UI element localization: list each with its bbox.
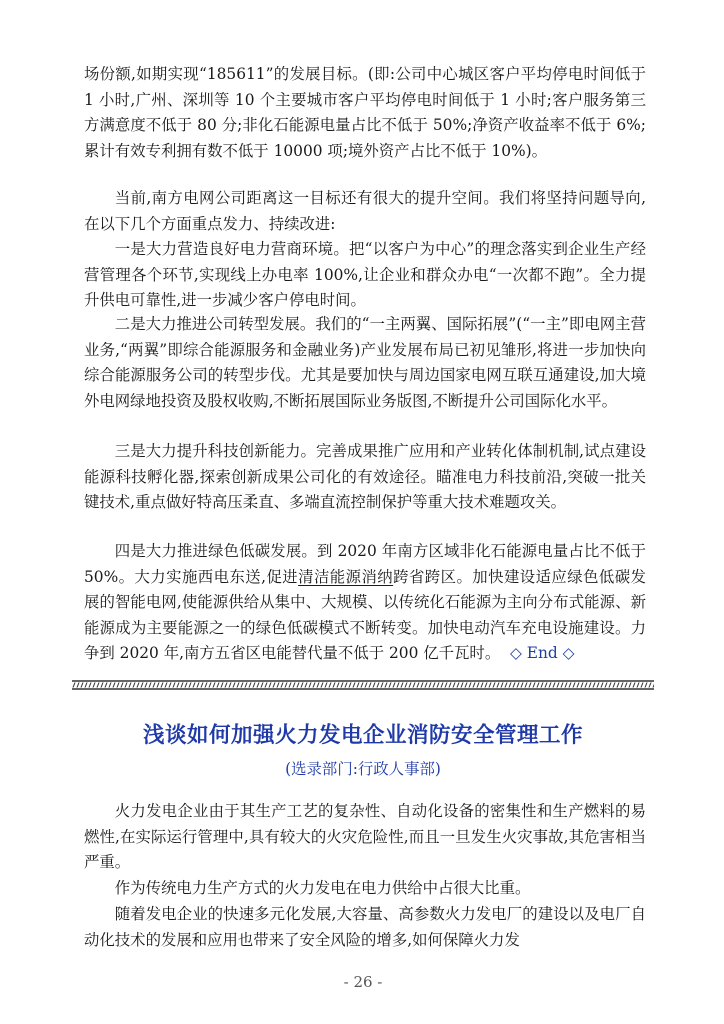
- paragraph-point-four: [84, 539, 646, 667]
- paragraph-thermal-share: 作为传统电力生产方式的火力发电在电力供给中占很大比重。: [114, 879, 531, 897]
- underlined-phrase: 清洁能源消纳: [298, 567, 394, 586]
- paragraph-current-gap: 当前,南方电网公司距离这一目标还有很大的提升空间。我们将坚持问题导向,在以下几个方面重点发力、持续改进:: [84, 189, 646, 233]
- paragraph-fire-risk: 火力发电企业由于其生产工艺的复杂性、自动化设备的密集性和生产燃料的易燃性,在实际运行管理中,具有较大的火灾危险性,而且一旦发生火灾事故,其危害相当严重。: [84, 802, 646, 872]
- paragraph-point-four-text-b: 跨省跨区。加快建设适应绿色低碳发展的智能电网,使能源供给从集中、大规模、以传统化石能源为主向分布式能源、新能源成为主要能源之一的绿色低碳模式不断转变。加快电动汽车充电设施建设。力争到 2020 年,南方五省区电能替代量不低于 200 亿千瓦时。: [84, 567, 646, 663]
- paragraph-goal-details: 场份额,如期实现“185611”的发展目标。(即:公司中心城区客户平均停电时间低于 1 小时,广州、深圳等 10 个主要城市客户平均停电时间低于 1 小时;客户服务第三方满意度不低于 80 分;非化石能源电量占比不低于 50%;净资产收益率不低于 6%;累计有效专利拥有数不低于 10000 项;境外资产占比不低于 10%)。: [84, 65, 646, 160]
- section-divider: [72, 680, 654, 690]
- article-title: 浅谈如何加强火力发电企业消防安全管理工作: [142, 723, 583, 748]
- paragraph-point-three: 三是大力提升科技创新能力。完善成果推广应用和产业转化体制机制,试点建设能源科技孵化器,探索创新成果公司化的有效途径。瞄准电力科技前沿,突破一批关键技术,重点做好特高压柔直、多端直流控制保护等重大技术难题攻关。: [84, 442, 646, 512]
- paragraph-diversification: 随着发电企业的快速多元化发展,大容量、高参数火力发电厂的建设以及电厂自动化技术的发展和应用也带来了安全风险的增多,如何保障火力发: [84, 905, 646, 949]
- paragraph-point-two: 二是大力推进公司转型发展。我们的“一主两翼、国际拓展”(“一主”即电网主营业务,“两翼”即综合能源服务和金融业务)产业发展布局已初见雏形,将进一步加快向综合能源服务公司的转型步伐。尤其是要加快与周边国家电网互联互通建设,加大境外电网绿地投资及股权收购,不断拓展国际业务版图,不断提升公司国际化水平。: [84, 315, 646, 410]
- end-marker: ◇ End ◇: [510, 644, 575, 663]
- page-number: - 26 -: [343, 973, 383, 991]
- department-note: (选录部门:行政人事部): [285, 760, 441, 778]
- paragraph-point-four-text-a: 四是大力推进绿色低碳发展。到 2020 年南方区域非化石能源电量占比不低于 50%。大力实施西电东送,促进: [84, 542, 646, 586]
- paragraph-point-one: 一是大力营造良好电力营商环境。把“以客户为中心”的理念落实到企业生产经营管理各个环节,实现线上办电率 100%,让企业和群众办电“一次都不跑”。全力提升供电可靠性,进一步减少客户停电时间。: [84, 240, 646, 310]
